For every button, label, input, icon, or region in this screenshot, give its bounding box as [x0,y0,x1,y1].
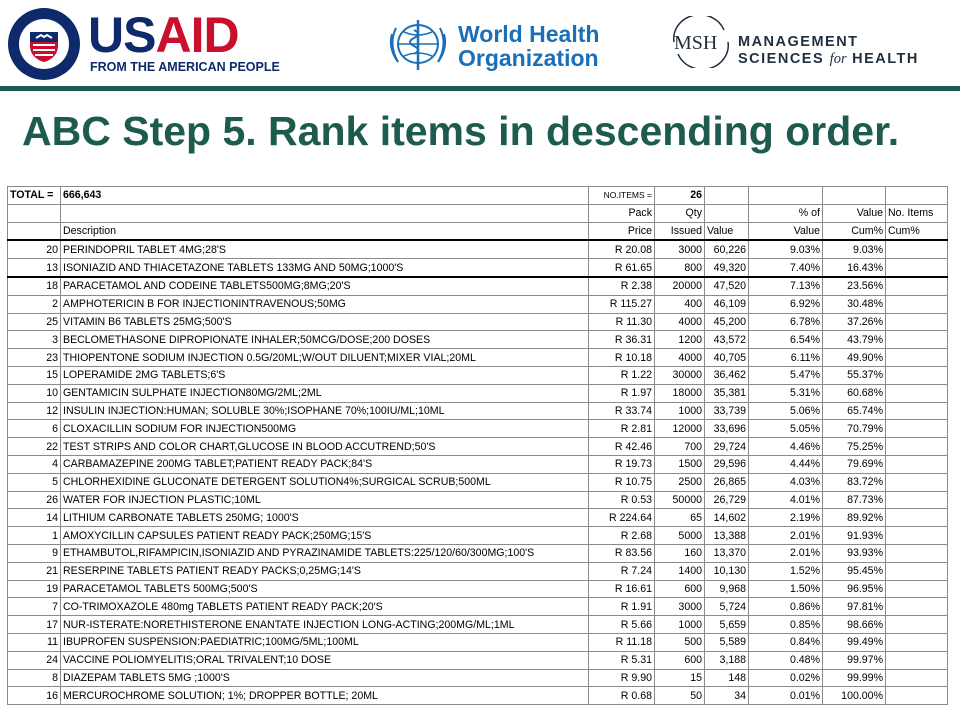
cell-empty [886,402,948,420]
cell-cum: 9.03% [823,240,886,258]
cell-price: R 2.38 [589,277,655,295]
cell-no: 7 [8,598,61,616]
cell-qty: 1200 [655,331,705,349]
abc-ranking-table [7,186,948,705]
cell-value: 35,381 [705,384,749,402]
table-row [8,455,948,473]
table-row [8,527,948,545]
cell-qty: 30000 [655,366,705,384]
cell-empty [886,366,948,384]
cell-value: 29,596 [705,455,749,473]
col-head-pct-of: % of [749,204,823,222]
cell-cum: 70.79% [823,420,886,438]
cell-value: 40,705 [705,349,749,367]
cell-empty [886,651,948,669]
who-emblem-icon [384,14,452,74]
cell-desc: VITAMIN B6 TABLETS 25MG;500'S [61,313,589,331]
cell-price: R 7.24 [589,562,655,580]
table-row [8,598,948,616]
cell-value: 3,188 [705,651,749,669]
cell-desc: CHLORHEXIDINE GLUCONATE DETERGENT SOLUTION4%;SURGICAL SCRUB;500ML [61,473,589,491]
cell-cum: 97.81% [823,598,886,616]
cell-cum: 55.37% [823,366,886,384]
cell-empty [886,455,948,473]
noitems-value: 26 [655,187,705,205]
cell-price: R 1.91 [589,598,655,616]
cell-desc: ETHAMBUTOL,RIFAMPICIN,ISONIAZID AND PYRAZINAMIDE TABLETS:225/120/60/300MG;100'S [61,544,589,562]
cell-pct: 5.06% [749,402,823,420]
cell-desc: CO-TRIMOXAZOLE 480mg TABLETS PATIENT READY PACK;20'S [61,598,589,616]
cell-empty [886,331,948,349]
cell-no: 26 [8,491,61,509]
cell-pct: 6.92% [749,295,823,313]
table-row [8,687,948,705]
cell-qty: 15 [655,669,705,687]
cell-qty: 3000 [655,240,705,258]
cell-cum: 98.66% [823,616,886,634]
cell-price: R 83.56 [589,544,655,562]
cell-cum: 16.43% [823,259,886,277]
cell-price: R 33.74 [589,402,655,420]
cell-qty: 1400 [655,562,705,580]
cell-pct: 6.11% [749,349,823,367]
cell-pct: 7.13% [749,277,823,295]
cell-price: R 2.68 [589,527,655,545]
cell-cum: 75.25% [823,438,886,456]
cell-empty [886,616,948,634]
col-head-value-3: Value [749,222,823,240]
cell-empty [886,598,948,616]
cell-cum: 99.49% [823,633,886,651]
cell-value: 60,226 [705,240,749,258]
cell-empty [886,384,948,402]
cell-price: R 1.22 [589,366,655,384]
cell-no: 17 [8,616,61,634]
cell-desc: MERCUROCHROME SOLUTION; 1%; DROPPER BOTTLE; 20ML [61,687,589,705]
cell-qty: 1500 [655,455,705,473]
table-row [8,366,948,384]
cell-no: 24 [8,651,61,669]
cell-pct: 9.03% [749,240,823,258]
cell-desc: IBUPROFEN SUSPENSION:PAEDIATRIC;100MG/5ML;100ML [61,633,589,651]
cell-pct: 4.01% [749,491,823,509]
cell-no: 1 [8,527,61,545]
cell-no: 11 [8,633,61,651]
cell-no: 16 [8,687,61,705]
cell-price: R 36.31 [589,331,655,349]
cell-price: R 42.46 [589,438,655,456]
cell-qty: 800 [655,259,705,277]
logo-bar [0,0,960,84]
table-row [8,402,948,420]
cell-value: 10,130 [705,562,749,580]
col-head-qty: Qty [655,204,705,222]
cell-pct: 4.46% [749,438,823,456]
cell-price: R 0.53 [589,491,655,509]
cell-value: 45,200 [705,313,749,331]
cell-qty: 400 [655,295,705,313]
cell-value: 46,109 [705,295,749,313]
cell-no: 25 [8,313,61,331]
table-row [8,384,948,402]
cell-value: 14,602 [705,509,749,527]
cell-pct: 7.40% [749,259,823,277]
cell-empty [886,295,948,313]
cell-cum: 89.92% [823,509,886,527]
who-line-1: World Health [458,21,600,47]
cell-qty: 1000 [655,616,705,634]
cell-no: 10 [8,384,61,402]
col-head-cum: Cum% [823,222,886,240]
cell-no: 20 [8,240,61,258]
table-row [8,544,948,562]
cell-qty: 12000 [655,420,705,438]
cell-price: R 1.97 [589,384,655,402]
msh-line-2: SCIENCES for HEALTH [738,51,919,67]
cell-qty: 18000 [655,384,705,402]
cell-pct: 2.01% [749,544,823,562]
total-label: TOTAL = [8,187,61,205]
cell-qty: 5000 [655,527,705,545]
header-divider [0,86,960,91]
table-row [8,562,948,580]
usaid-tagline: FROM THE AMERICAN PEOPLE [90,60,280,74]
cell-value: 36,462 [705,366,749,384]
cell-desc: CARBAMAZEPINE 200MG TABLET;PATIENT READY PACK;84'S [61,455,589,473]
cell-desc: AMPHOTERICIN B FOR INJECTIONINTRAVENOUS;50MG [61,295,589,313]
cell-pct: 5.31% [749,384,823,402]
cell-value: 26,865 [705,473,749,491]
cell-qty: 4000 [655,313,705,331]
cell-pct: 0.85% [749,616,823,634]
cell-no: 22 [8,438,61,456]
cell-value: 33,696 [705,420,749,438]
total-value: 666,643 [61,187,589,205]
cell-pct: 2.01% [749,527,823,545]
cell-cum: 87.73% [823,491,886,509]
col-head-issued: Issued [655,222,705,240]
cell-pct: 5.05% [749,420,823,438]
table-row [8,509,948,527]
cell-no: 23 [8,349,61,367]
cell-cum: 91.93% [823,527,886,545]
cell-qty: 600 [655,651,705,669]
who-line-2: Organization [458,45,599,71]
msh-wordmark [738,34,919,68]
msh-line-1: MANAGEMENT [738,34,859,50]
cell-cum: 43.79% [823,331,886,349]
cell-price: R 19.73 [589,455,655,473]
cell-empty [886,633,948,651]
header-row-1 [8,204,948,222]
cell-no: 9 [8,544,61,562]
cell-pct: 4.44% [749,455,823,473]
col-head-value: Value [823,204,886,222]
cell-empty [886,491,948,509]
cell-cum: 49.90% [823,349,886,367]
cell-no: 5 [8,473,61,491]
cell-no: 21 [8,562,61,580]
cell-qty: 50 [655,687,705,705]
cell-empty [886,580,948,598]
cell-value: 9,968 [705,580,749,598]
cell-no: 12 [8,402,61,420]
cell-value: 148 [705,669,749,687]
cell-qty: 20000 [655,277,705,295]
cell-price: R 61.65 [589,259,655,277]
cell-cum: 96.95% [823,580,886,598]
table-row [8,491,948,509]
who-wordmark [458,22,599,70]
cell-empty [886,473,948,491]
cell-empty [886,313,948,331]
table-row [8,651,948,669]
cell-pct: 6.54% [749,331,823,349]
cell-cum: 65.74% [823,402,886,420]
cell-price: R 9.90 [589,669,655,687]
cell-qty: 3000 [655,598,705,616]
cell-pct: 4.03% [749,473,823,491]
cell-no: 4 [8,455,61,473]
cell-cum: 95.45% [823,562,886,580]
cell-desc: RESERPINE TABLETS PATIENT READY PACKS;0,25MG;14'S [61,562,589,580]
cell-value: 26,729 [705,491,749,509]
cell-no: 3 [8,331,61,349]
cell-cum: 93.93% [823,544,886,562]
slide-title: ABC Step 5. Rank items in descending order. [22,108,900,154]
table-row [8,420,948,438]
cell-qty: 65 [655,509,705,527]
table-row [8,313,948,331]
cell-desc: BECLOMETHASONE DIPROPIONATE INHALER;50MCG/DOSE;200 DOSES [61,331,589,349]
cell-price: R 10.75 [589,473,655,491]
usaid-seal-icon [6,6,82,82]
cell-qty: 160 [655,544,705,562]
cell-no: 14 [8,509,61,527]
cell-pct: 5.47% [749,366,823,384]
cell-price: R 11.18 [589,633,655,651]
cell-value: 5,724 [705,598,749,616]
cell-desc: THIOPENTONE SODIUM INJECTION 0.5G/20ML;W/OUT DILUENT;MIXER VIAL;20ML [61,349,589,367]
cell-cum: 79.69% [823,455,886,473]
cell-cum: 99.99% [823,669,886,687]
cell-cum: 83.72% [823,473,886,491]
cell-cum: 23.56% [823,277,886,295]
usaid-wordmark: USAID [88,7,239,63]
cell-price: R 2.81 [589,420,655,438]
cell-desc: GENTAMICIN SULPHATE INJECTION80MG/2ML;2ML [61,384,589,402]
cell-pct: 1.52% [749,562,823,580]
svg-text:MSH: MSH [674,32,718,54]
cell-price: R 11.30 [589,313,655,331]
cell-pct: 0.02% [749,669,823,687]
table-row [8,277,948,295]
table-row [8,331,948,349]
col-head-items-cum: Cum% [886,222,948,240]
cell-price: R 5.31 [589,651,655,669]
cell-value: 34 [705,687,749,705]
col-head-value-2: Value [705,222,749,240]
cell-value: 49,320 [705,259,749,277]
cell-desc: PARACETAMOL TABLETS 500MG;500'S [61,580,589,598]
cell-desc: PERINDOPRIL TABLET 4MG;28'S [61,240,589,258]
noitems-label: NO.ITEMS = [589,187,655,205]
cell-no: 8 [8,669,61,687]
cell-desc: TEST STRIPS AND COLOR CHART,GLUCOSE IN BLOOD ACCUTREND;50'S [61,438,589,456]
cell-empty [886,527,948,545]
cell-no: 6 [8,420,61,438]
cell-qty: 50000 [655,491,705,509]
col-head-description: Description [61,222,589,240]
cell-pct: 2.19% [749,509,823,527]
table-row [8,349,948,367]
cell-value: 47,520 [705,277,749,295]
cell-value: 13,388 [705,527,749,545]
cell-price: R 224.64 [589,509,655,527]
cell-qty: 4000 [655,349,705,367]
col-head-no-items: No. Items [886,204,948,222]
cell-pct: 0.01% [749,687,823,705]
cell-empty [886,240,948,258]
cell-value: 29,724 [705,438,749,456]
cell-value: 5,659 [705,616,749,634]
cell-desc: PARACETAMOL AND CODEINE TABLETS500MG;8MG;20'S [61,277,589,295]
table-row [8,259,948,277]
cell-no: 15 [8,366,61,384]
cell-desc: INSULIN INJECTION:HUMAN; SOLUBLE 30%;ISOPHANE 70%;100IU/ML;10ML [61,402,589,420]
table-row [8,295,948,313]
cell-desc: CLOXACILLIN SODIUM FOR INJECTION500MG [61,420,589,438]
cell-desc: DIAZEPAM TABLETS 5MG ;1000'S [61,669,589,687]
cell-no: 13 [8,259,61,277]
cell-value: 13,370 [705,544,749,562]
cell-desc: VACCINE POLIOMYELITIS;ORAL TRIVALENT;10 DOSE [61,651,589,669]
cell-cum: 99.97% [823,651,886,669]
col-head-pack: Pack [589,204,655,222]
cell-desc: LOPERAMIDE 2MG TABLETS;6'S [61,366,589,384]
header-row-2 [8,222,948,240]
cell-desc: AMOXYCILLIN CAPSULES PATIENT READY PACK;250MG;15'S [61,527,589,545]
col-head-price: Price [589,222,655,240]
cell-price: R 10.18 [589,349,655,367]
cell-pct: 0.48% [749,651,823,669]
cell-value: 33,739 [705,402,749,420]
cell-pct: 0.84% [749,633,823,651]
table-row [8,240,948,258]
cell-empty [886,544,948,562]
table-row [8,473,948,491]
cell-no: 18 [8,277,61,295]
cell-pct: 6.78% [749,313,823,331]
cell-empty [886,509,948,527]
cell-empty [886,687,948,705]
cell-pct: 1.50% [749,580,823,598]
cell-desc: LITHIUM CARBONATE TABLETS 250MG; 1000'S [61,509,589,527]
cell-value: 5,589 [705,633,749,651]
cell-price: R 16.61 [589,580,655,598]
cell-price: R 115.27 [589,295,655,313]
cell-desc: NUR-ISTERATE:NORETHISTERONE ENANTATE INJECTION LONG-ACTING;200MG/ML;1ML [61,616,589,634]
cell-empty [886,349,948,367]
table-row [8,580,948,598]
table-row [8,616,948,634]
cell-no: 2 [8,295,61,313]
cell-desc: WATER FOR INJECTION PLASTIC;10ML [61,491,589,509]
cell-value: 43,572 [705,331,749,349]
table-row [8,669,948,687]
cell-empty [886,562,948,580]
table-row [8,633,948,651]
cell-qty: 1000 [655,402,705,420]
cell-qty: 500 [655,633,705,651]
cell-pct: 0.86% [749,598,823,616]
cell-empty [886,669,948,687]
cell-qty: 2500 [655,473,705,491]
cell-price: R 5.66 [589,616,655,634]
cell-no: 19 [8,580,61,598]
cell-empty [886,259,948,277]
cell-qty: 600 [655,580,705,598]
msh-logo-icon [670,16,732,68]
total-row [8,187,948,205]
cell-cum: 60.68% [823,384,886,402]
cell-empty [886,438,948,456]
cell-price: R 0.68 [589,687,655,705]
cell-cum: 100.00% [823,687,886,705]
cell-cum: 37.26% [823,313,886,331]
cell-cum: 30.48% [823,295,886,313]
cell-price: R 20.08 [589,240,655,258]
table-row [8,438,948,456]
cell-empty [886,420,948,438]
cell-qty: 700 [655,438,705,456]
cell-desc: ISONIAZID AND THIACETAZONE TABLETS 133MG AND 50MG;1000'S [61,259,589,277]
cell-empty [886,277,948,295]
